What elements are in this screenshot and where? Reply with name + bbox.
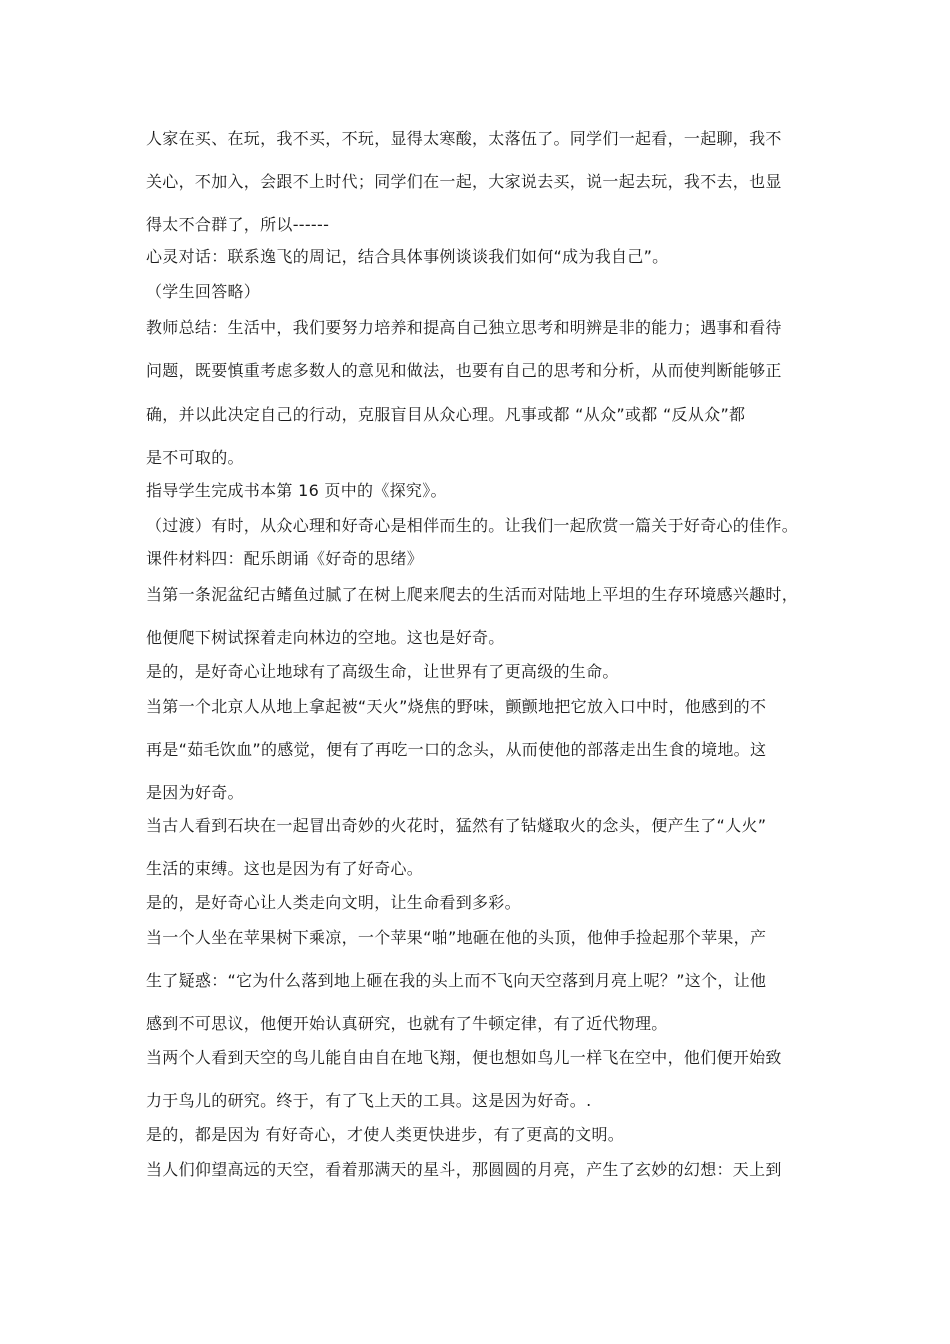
- text-line: 当两个人看到天空的鸟儿能自由自在地飞翔，便也想如鸟儿一样飞在空中，他们便开始致: [146, 1048, 782, 1067]
- text-line: 指导学生完成书本第 16 页中的《探究》。: [146, 481, 447, 500]
- text-line: 感到不可思议，他便开始认真研究，也就有了牛顿定律，有了近代物理。: [146, 1014, 668, 1033]
- text-line: （过渡）有时，从众心理和好奇心是相伴而生的。让我们一起欣赏一篇关于好奇心的佳作。: [146, 516, 799, 535]
- text-line: 确，并以此决定自己的行动，克服盲目从众心理。凡事或都 “从众”或都 “反从众”都: [146, 405, 746, 424]
- text-line: 生了疑惑：“它为什么落到地上砸在我的头上而不飞向天空落到月亮上呢？”这个，让他: [146, 971, 767, 990]
- text-line: 是不可取的。: [146, 448, 244, 467]
- text-line: 是的，都是因为 有好奇心，才使人类更快进步，有了更高的文明。: [146, 1125, 625, 1144]
- text-line: 关心，不加入，会跟不上时代；同学们在一起，大家说去买，说一起去玩，我不去，也显: [146, 172, 782, 191]
- text-line: （学生回答略）: [146, 282, 261, 301]
- text-line: 当第一条泥盆纪古鳍鱼过腻了在树上爬来爬去的生活而对陆地上平坦的生存环境感兴趣时，: [146, 585, 799, 604]
- text-line: 教师总结：生活中，我们要努力培养和提高自己独立思考和明辨是非的能力；遇事和看待: [146, 318, 782, 337]
- text-line: 是的，是好奇心让人类走向文明，让生命看到多彩。: [146, 893, 521, 912]
- text-line: 当一个人坐在苹果树下乘凉，一个苹果“啪”地砸在他的头顶，他伸手捡起那个苹果，产: [146, 928, 767, 947]
- text-line: 当古人看到石块在一起冒出奇妙的火花时，猛然有了钻燧取火的念头，便产生了“人火”: [146, 816, 767, 835]
- text-line: 问题，既要慎重考虑多数人的意见和做法，也要有自己的思考和分析，从而使判断能够正: [146, 361, 782, 380]
- text-line: 课件材料四：配乐朗诵《好奇的思绪》: [146, 549, 424, 568]
- text-line: 当人们仰望高远的天空，看着那满天的星斗，那圆圆的月亮，产生了玄妙的幻想：天上到: [146, 1160, 782, 1179]
- text-line: 力于鸟儿的研究。终于，有了飞上天的工具。这是因为好奇。.: [146, 1091, 592, 1110]
- text-line: 当第一个北京人从地上拿起被“天火”烧焦的野味，颤颤地把它放入口中时，他感到的不: [146, 697, 767, 716]
- text-line: 人家在买、在玩，我不买，不玩，显得太寒酸，太落伍了。同学们一起看，一起聊，我不: [146, 129, 782, 148]
- text-line: 是因为好奇。: [146, 783, 244, 802]
- text-line: 他便爬下树试探着走向林边的空地。这也是好奇。: [146, 628, 505, 647]
- text-line: 再是“茹毛饮血”的感觉，便有了再吃一口的念头，从而使他的部落走出生食的境地。这: [146, 740, 767, 759]
- text-line: 是的，是好奇心让地球有了高级生命，让世界有了更高级的生命。: [146, 662, 619, 681]
- text-line: 得太不合群了，所以------: [146, 215, 330, 234]
- text-line: 心灵对话：联系逸飞的周记，结合具体事例谈谈我们如何“成为我自己”。: [146, 247, 669, 266]
- text-line: 生活的束缚。这也是因为有了好奇心。: [146, 859, 424, 878]
